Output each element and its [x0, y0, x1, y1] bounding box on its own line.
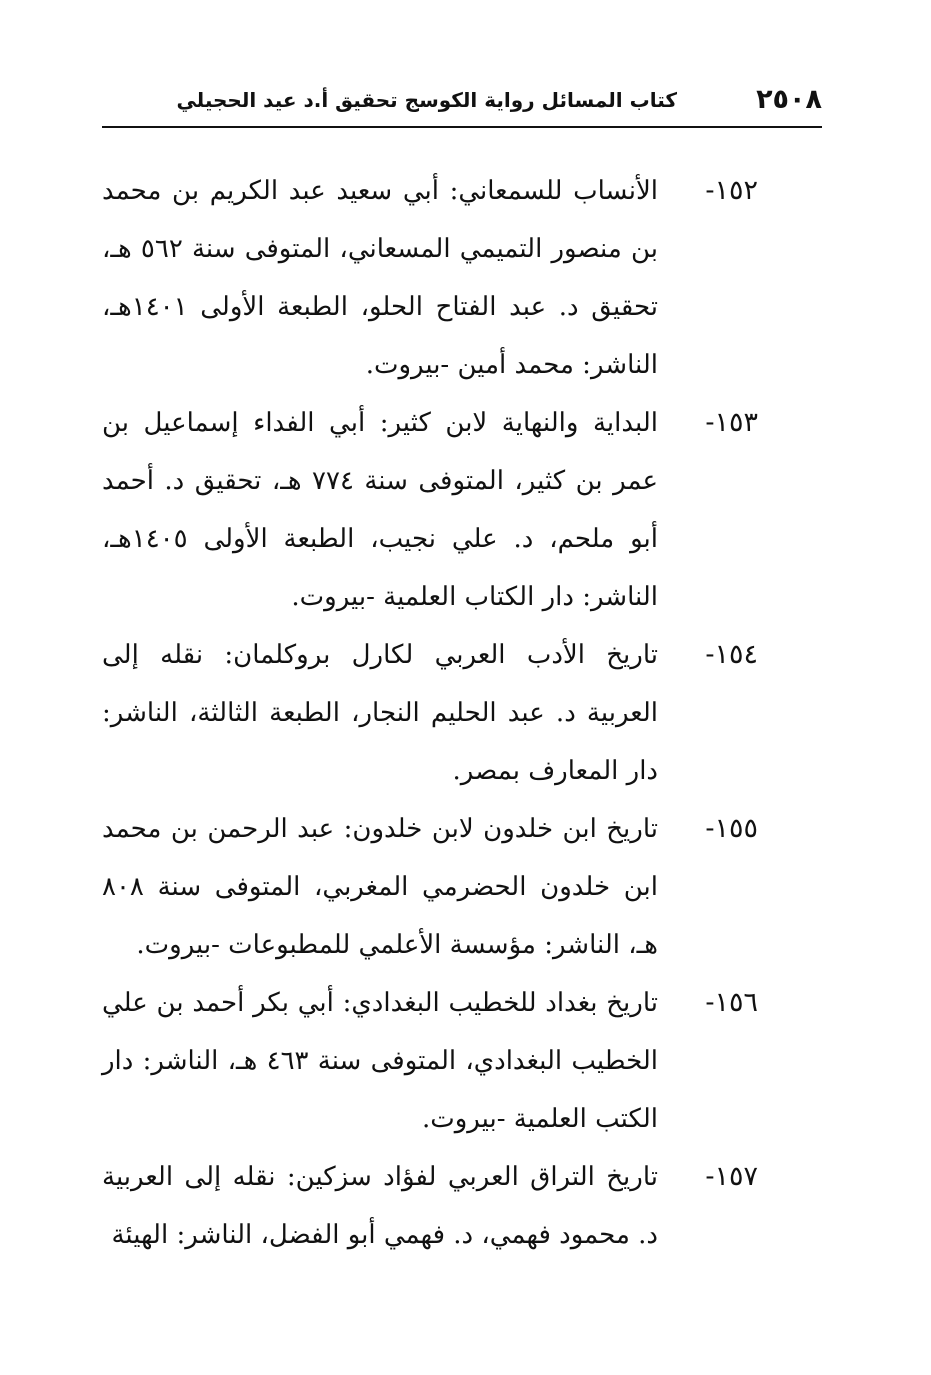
entry-text: تاريخ ابن خلدون لابن خلدون: عبد الرحمن بن محمد ابن خلدون الحضرمي المغربي، المتوفى سنة ٨٠٨ هـ، الناشر: مؤسسة الأعلمي للمطبوعات -بيروت. — [102, 814, 658, 960]
entry-number: ١٥٦- — [705, 987, 758, 1018]
bibliography-entry — [102, 162, 758, 394]
entry-number: ١٥٧- — [705, 1161, 758, 1192]
entry-text: تاريخ التراق العربي لفؤاد سزكين: نقله إلى العربية د. محمود فهمي، د. فهمي أبو الفضل، الناشر: الهيئة — [102, 1162, 658, 1250]
entry-number: ١٥٤- — [705, 639, 758, 670]
entry-number: ١٥٥- — [705, 813, 758, 844]
entry-number: ١٥٢- — [705, 175, 758, 206]
bibliography-entry — [102, 394, 758, 626]
header-divider — [102, 126, 822, 128]
bibliography-entry — [102, 974, 758, 1148]
running-title: كتاب المسائل رواية الكوسج تحقيق أ.د عيد الحجيلي — [176, 88, 677, 112]
bibliography-entry — [102, 1148, 758, 1264]
entry-text: البداية والنهاية لابن كثير: أبي الفداء إسماعيل بن عمر بن كثير، المتوفى سنة ٧٧٤ هـ، تحقيق د. أحمد أبو ملحم، د. علي نجيب، الطبعة الأولى ١٤٠٥هـ، الناشر: دار الكتاب العلمية -بيروت. — [102, 408, 658, 612]
bibliography-entry — [102, 626, 758, 800]
page-number: ٢٥٠٨ — [756, 84, 822, 115]
bibliography-list — [102, 162, 758, 1264]
entry-number: ١٥٣- — [705, 407, 758, 438]
entry-text: تاريخ الأدب العربي لكارل بروكلمان: نقله إلى العربية د. عبد الحليم النجار، الطبعة الثالثة، الناشر: دار المعارف بمصر. — [102, 640, 658, 786]
bibliography-entry — [102, 800, 758, 974]
page-header — [102, 84, 822, 124]
entry-text: تاريخ بغداد للخطيب البغدادي: أبي بكر أحمد بن علي الخطيب البغدادي، المتوفى سنة ٤٦٣ هـ، الناشر: دار الكتب العلمية -بيروت. — [102, 988, 658, 1134]
entry-text: الأنساب للسمعاني: أبي سعيد عبد الكريم بن محمد بن منصور التميمي المسعاني، المتوفى سنة ٥٦٢ هـ، تحقيق د. عبد الفتاح الحلو، الطبعة الأولى ١٤٠١هـ، الناشر: محمد أمين -بيروت. — [102, 176, 658, 380]
